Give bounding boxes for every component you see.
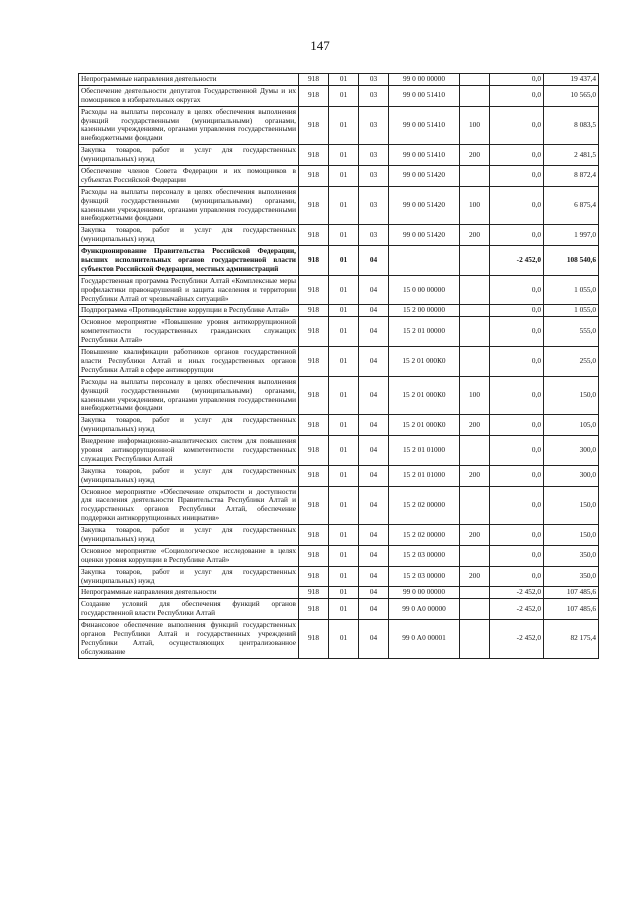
row-grbs-code: 918	[299, 566, 329, 587]
row-name: Расходы на выплаты персоналу в целях обеспечения выполнения функций государственными (муниципальными) органами, казенными учреждениями, органами управления государственными внебюджетными фондами	[79, 106, 299, 145]
row-section-code: 01	[329, 525, 359, 546]
row-grbs-code: 918	[299, 275, 329, 305]
row-name: Непрограммные направления деятельности	[79, 74, 299, 86]
row-subsection-code: 03	[359, 145, 389, 166]
row-expense-type	[460, 74, 490, 86]
row-grbs-code: 918	[299, 525, 329, 546]
row-subsection-code: 04	[359, 436, 389, 466]
row-subsection-code: 03	[359, 186, 389, 225]
row-subsection-code: 04	[359, 486, 389, 525]
row-change-amount: -2 452,0	[490, 587, 544, 599]
row-change-amount: -2 452,0	[490, 620, 544, 659]
row-subsection-code: 04	[359, 566, 389, 587]
row-change-amount: 0,0	[490, 225, 544, 246]
row-subsection-code: 04	[359, 620, 389, 659]
row-grbs-code: 918	[299, 317, 329, 347]
row-total-amount: 19 437,4	[544, 74, 599, 86]
row-expense-type	[460, 85, 490, 106]
row-grbs-code: 918	[299, 85, 329, 106]
row-total-amount: 555,0	[544, 317, 599, 347]
row-target-article: 15 2 01 000К0	[389, 376, 460, 415]
table-row	[79, 486, 599, 525]
table-row	[79, 186, 599, 225]
row-section-code: 01	[329, 545, 359, 566]
table-row	[79, 465, 599, 486]
row-grbs-code: 918	[299, 246, 329, 276]
row-name: Закупка товаров, работ и услуг для государственных (муниципальных) нужд	[79, 566, 299, 587]
row-grbs-code: 918	[299, 436, 329, 466]
row-grbs-code: 918	[299, 347, 329, 377]
row-expense-type	[460, 166, 490, 187]
budget-table	[78, 73, 599, 659]
row-section-code: 01	[329, 415, 359, 436]
row-total-amount: 350,0	[544, 566, 599, 587]
row-target-article: 15 2 02 00000	[389, 525, 460, 546]
row-change-amount: 0,0	[490, 486, 544, 525]
row-expense-type	[460, 317, 490, 347]
row-total-amount: 2 481,5	[544, 145, 599, 166]
table-row	[79, 106, 599, 145]
row-target-article: 15 2 01 000К0	[389, 415, 460, 436]
row-section-code: 01	[329, 436, 359, 466]
row-name: Финансовое обеспечение выполнения функций государственных органов Республики Алтай и государственных учреждений Республики Алтай, осуществляющих централизованное обслуживание	[79, 620, 299, 659]
row-name: Основное мероприятие «Повышение уровня антикоррупционной компетентности государственных гражданских служащих Республики Алтай»	[79, 317, 299, 347]
row-total-amount: 1 055,0	[544, 275, 599, 305]
table-row	[79, 620, 599, 659]
row-subsection-code: 03	[359, 166, 389, 187]
table-row	[79, 436, 599, 466]
row-section-code: 01	[329, 587, 359, 599]
row-total-amount: 10 565,0	[544, 85, 599, 106]
row-subsection-code: 04	[359, 545, 389, 566]
row-change-amount: 0,0	[490, 347, 544, 377]
row-name: Основное мероприятие «Социологическое исследование в целях оценки уровня коррупции в Республике Алтай»	[79, 545, 299, 566]
row-subsection-code: 04	[359, 587, 389, 599]
row-change-amount: 0,0	[490, 85, 544, 106]
row-subsection-code: 03	[359, 106, 389, 145]
row-name: Обеспечение деятельности депутатов Государственной Думы и их помощников в избирательных округах	[79, 85, 299, 106]
row-section-code: 01	[329, 246, 359, 276]
row-subsection-code: 04	[359, 246, 389, 276]
row-total-amount: 150,0	[544, 486, 599, 525]
row-change-amount: 0,0	[490, 566, 544, 587]
row-grbs-code: 918	[299, 305, 329, 317]
row-change-amount: 0,0	[490, 465, 544, 486]
row-total-amount: 350,0	[544, 545, 599, 566]
row-name: Закупка товаров, работ и услуг для государственных (муниципальных) нужд	[79, 465, 299, 486]
row-grbs-code: 918	[299, 145, 329, 166]
table-row	[79, 376, 599, 415]
row-target-article: 99 0 00 51420	[389, 225, 460, 246]
row-change-amount: -2 452,0	[490, 599, 544, 620]
table-row	[79, 347, 599, 377]
row-total-amount: 8 872,4	[544, 166, 599, 187]
table-row	[79, 545, 599, 566]
row-total-amount: 82 175,4	[544, 620, 599, 659]
row-section-code: 01	[329, 74, 359, 86]
row-subsection-code: 03	[359, 74, 389, 86]
row-subsection-code: 04	[359, 376, 389, 415]
row-expense-type	[460, 275, 490, 305]
row-target-article: 15 2 00 00000	[389, 305, 460, 317]
row-total-amount: 107 485,6	[544, 587, 599, 599]
row-expense-type: 200	[460, 465, 490, 486]
table-row	[79, 145, 599, 166]
row-change-amount: 0,0	[490, 545, 544, 566]
row-change-amount: 0,0	[490, 415, 544, 436]
row-section-code: 01	[329, 599, 359, 620]
row-expense-type: 200	[460, 525, 490, 546]
table-row	[79, 246, 599, 276]
row-change-amount: 0,0	[490, 145, 544, 166]
row-expense-type: 100	[460, 106, 490, 145]
table-row	[79, 525, 599, 546]
row-name: Закупка товаров, работ и услуг для государственных (муниципальных) нужд	[79, 225, 299, 246]
row-total-amount: 300,0	[544, 436, 599, 466]
row-grbs-code: 918	[299, 545, 329, 566]
budget-table-body	[79, 74, 599, 659]
row-subsection-code: 04	[359, 275, 389, 305]
row-name: Закупка товаров, работ и услуг для государственных (муниципальных) нужд	[79, 145, 299, 166]
row-subsection-code: 04	[359, 465, 389, 486]
row-target-article: 99 0 00 51420	[389, 166, 460, 187]
row-change-amount: 0,0	[490, 376, 544, 415]
row-section-code: 01	[329, 85, 359, 106]
row-name: Внедрение информационно-аналитических систем для повышения уровня антикоррупционной компетентности государственных служащих Республики Алтай	[79, 436, 299, 466]
row-change-amount: 0,0	[490, 186, 544, 225]
row-subsection-code: 04	[359, 599, 389, 620]
row-change-amount: 0,0	[490, 317, 544, 347]
row-change-amount: 0,0	[490, 436, 544, 466]
table-row	[79, 85, 599, 106]
row-grbs-code: 918	[299, 186, 329, 225]
table-row	[79, 166, 599, 187]
row-expense-type: 100	[460, 376, 490, 415]
row-name: Создание условий для обеспечения функций органов государственной власти Республики Алтай	[79, 599, 299, 620]
row-change-amount: -2 452,0	[490, 246, 544, 276]
row-name: Закупка товаров, работ и услуг для государственных (муниципальных) нужд	[79, 525, 299, 546]
row-subsection-code: 04	[359, 305, 389, 317]
row-name: Государственная программа Республики Алтай «Комплексные меры профилактики правонарушений и защита населения и территории Республики Алтай от чрезвычайных ситуаций»	[79, 275, 299, 305]
row-grbs-code: 918	[299, 465, 329, 486]
row-grbs-code: 918	[299, 415, 329, 436]
row-section-code: 01	[329, 106, 359, 145]
row-subsection-code: 04	[359, 317, 389, 347]
row-name: Функционирование Правительства Российской Федерации, высших исполнительных органов государственной власти субъектов Российской Федерации, местных администраций	[79, 246, 299, 276]
row-name: Расходы на выплаты персоналу в целях обеспечения выполнения функций государственными (муниципальными) органами, казенными учреждениями, органами управления государственными внебюджетными фондами	[79, 376, 299, 415]
row-target-article: 15 2 01 01000	[389, 436, 460, 466]
row-target-article: 99 0 00 51410	[389, 106, 460, 145]
row-target-article: 99 0 00 51420	[389, 186, 460, 225]
row-section-code: 01	[329, 145, 359, 166]
table-row	[79, 317, 599, 347]
row-expense-type: 200	[460, 415, 490, 436]
row-grbs-code: 918	[299, 486, 329, 525]
row-subsection-code: 04	[359, 415, 389, 436]
row-section-code: 01	[329, 275, 359, 305]
table-row	[79, 225, 599, 246]
row-total-amount: 8 083,5	[544, 106, 599, 145]
row-subsection-code: 04	[359, 525, 389, 546]
row-expense-type: 100	[460, 186, 490, 225]
table-row	[79, 275, 599, 305]
row-section-code: 01	[329, 166, 359, 187]
row-section-code: 01	[329, 376, 359, 415]
row-target-article: 15 2 01 00000	[389, 317, 460, 347]
row-expense-type	[460, 599, 490, 620]
row-target-article: 15 2 01 000К0	[389, 347, 460, 377]
row-expense-type: 200	[460, 145, 490, 166]
row-name: Непрограммные направления деятельности	[79, 587, 299, 599]
row-expense-type: 200	[460, 225, 490, 246]
row-target-article: 99 0 00 00000	[389, 587, 460, 599]
row-expense-type	[460, 545, 490, 566]
row-total-amount: 1 997,0	[544, 225, 599, 246]
row-target-article: 15 2 03 00000	[389, 566, 460, 587]
row-target-article: 15 2 03 00000	[389, 545, 460, 566]
page-number: 147	[310, 38, 330, 53]
row-total-amount: 150,0	[544, 376, 599, 415]
row-total-amount: 6 875,4	[544, 186, 599, 225]
row-grbs-code: 918	[299, 620, 329, 659]
row-change-amount: 0,0	[490, 305, 544, 317]
row-change-amount: 0,0	[490, 106, 544, 145]
row-total-amount: 105,0	[544, 415, 599, 436]
row-section-code: 01	[329, 347, 359, 377]
row-total-amount: 1 055,0	[544, 305, 599, 317]
row-target-article	[389, 246, 460, 276]
row-total-amount: 300,0	[544, 465, 599, 486]
row-change-amount: 0,0	[490, 74, 544, 86]
row-section-code: 01	[329, 620, 359, 659]
row-target-article: 15 0 00 00000	[389, 275, 460, 305]
row-expense-type	[460, 620, 490, 659]
row-name: Основное мероприятие «Обеспечение открытости и доступности для населения деятельности Правительства Республики Алтай и государственных органов Республики Алтай, обеспечение поддержки антикоррупционных инициатив»	[79, 486, 299, 525]
row-total-amount: 108 540,6	[544, 246, 599, 276]
row-change-amount: 0,0	[490, 525, 544, 546]
row-grbs-code: 918	[299, 74, 329, 86]
row-name: Обеспечение членов Совета Федерации и их помощников в субъектах Российской Федерации	[79, 166, 299, 187]
row-total-amount: 150,0	[544, 525, 599, 546]
row-name: Расходы на выплаты персоналу в целях обеспечения выполнения функций государственными (муниципальными) органами, казенными учреждениями, органами управления государственными внебюджетными фондами	[79, 186, 299, 225]
row-target-article: 15 2 02 00000	[389, 486, 460, 525]
row-subsection-code: 04	[359, 347, 389, 377]
row-section-code: 01	[329, 186, 359, 225]
table-row	[79, 587, 599, 599]
table-row	[79, 74, 599, 86]
row-target-article: 99 0 00 00000	[389, 74, 460, 86]
row-subsection-code: 03	[359, 225, 389, 246]
row-name: Подпрограмма «Противодействие коррупции в Республике Алтай»	[79, 305, 299, 317]
row-section-code: 01	[329, 317, 359, 347]
row-section-code: 01	[329, 566, 359, 587]
row-target-article: 15 2 01 01000	[389, 465, 460, 486]
table-row	[79, 566, 599, 587]
row-section-code: 01	[329, 305, 359, 317]
row-grbs-code: 918	[299, 106, 329, 145]
row-change-amount: 0,0	[490, 275, 544, 305]
row-total-amount: 107 485,6	[544, 599, 599, 620]
table-row	[79, 599, 599, 620]
row-change-amount: 0,0	[490, 166, 544, 187]
row-grbs-code: 918	[299, 599, 329, 620]
table-row	[79, 305, 599, 317]
row-expense-type	[460, 305, 490, 317]
row-target-article: 99 0 00 51410	[389, 85, 460, 106]
table-row	[79, 415, 599, 436]
row-section-code: 01	[329, 486, 359, 525]
row-expense-type: 200	[460, 566, 490, 587]
row-name: Повышение квалификации работников органов государственной власти Республики Алтай и иных государственных органов Республики Алтай в сфере антикоррупции	[79, 347, 299, 377]
row-grbs-code: 918	[299, 587, 329, 599]
row-expense-type	[460, 246, 490, 276]
row-expense-type	[460, 347, 490, 377]
row-grbs-code: 918	[299, 376, 329, 415]
row-subsection-code: 03	[359, 85, 389, 106]
row-target-article: 99 0 А0 00001	[389, 620, 460, 659]
row-expense-type	[460, 587, 490, 599]
row-expense-type	[460, 436, 490, 466]
row-total-amount: 255,0	[544, 347, 599, 377]
row-grbs-code: 918	[299, 225, 329, 246]
row-name: Закупка товаров, работ и услуг для государственных (муниципальных) нужд	[79, 415, 299, 436]
row-target-article: 99 0 00 51410	[389, 145, 460, 166]
row-grbs-code: 918	[299, 166, 329, 187]
row-target-article: 99 0 А0 00000	[389, 599, 460, 620]
row-section-code: 01	[329, 225, 359, 246]
row-section-code: 01	[329, 465, 359, 486]
row-expense-type	[460, 486, 490, 525]
